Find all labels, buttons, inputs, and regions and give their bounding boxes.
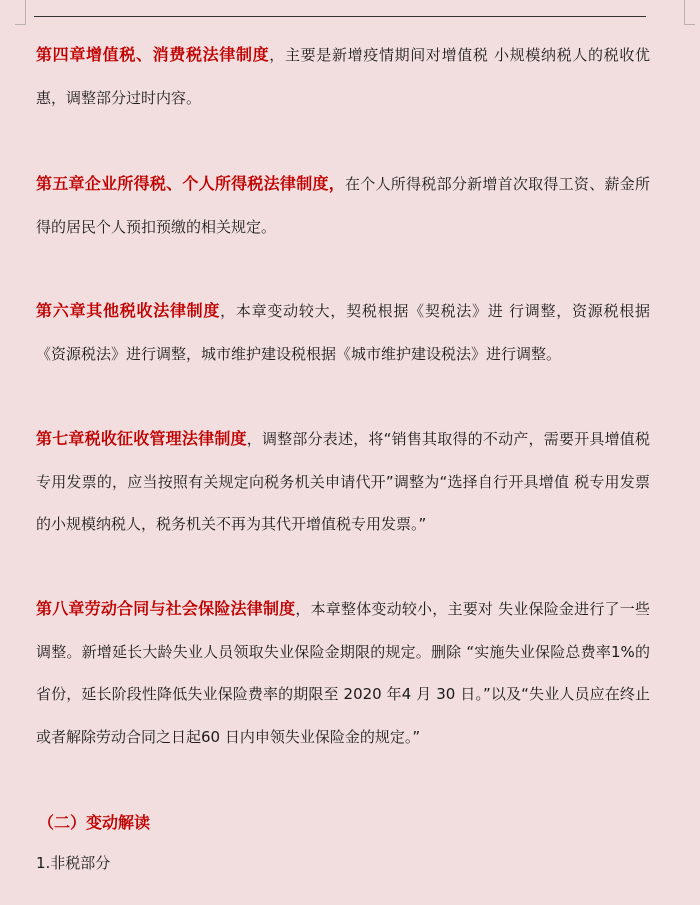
paragraph-text: ，本章变动较大，契税根据《契税法》进 行调整，资源税根据《资源税法》进行调整，城市维护建设税根据《城市维护建设税法》进行调整。 <box>36 302 650 363</box>
paragraph-chapter-5 <box>36 163 650 248</box>
paragraph-chapter-7 <box>36 418 650 546</box>
page-corner-mark-left <box>15 0 26 25</box>
paragraph-text: ，本章整体变动较小，主要对 失业保险金进行了一些调整。新增延长大龄失业人员领取失业保险金期限的规定。删除 “实施失业保险总费率1%的省份，延长阶段性降低失业保险费率的期限至 2020 年4 月 30 日。”以及“失业人员应在终止或者解除劳动合同之日起60 日内申领失业保险金的规定。” <box>36 600 650 746</box>
paragraph-text: ，主要是新增疫情期间对增值税 小规模纳税人的税收优惠，调整部分过时内容。 <box>36 46 650 107</box>
paragraph-text: 在个人所得税部分新增首次取得工资、薪金所得的居民个人预扣预缴的相关规定。 <box>36 175 650 236</box>
chapter-heading: 第四章增值税、消费税法律制度 <box>36 45 270 64</box>
list-item-label: 1.非税部分 <box>36 854 111 872</box>
paragraph-chapter-4 <box>36 34 650 119</box>
chapter-heading: 第七章税收征收管理法律制度 <box>36 429 247 448</box>
chapter-heading: 第六章其他税收法律制度 <box>36 301 221 320</box>
paragraph-chapter-6 <box>36 290 650 375</box>
section-title: （二）变动解读 <box>38 813 151 832</box>
paragraph-chapter-8 <box>36 588 650 758</box>
chapter-heading: 第五章企业所得税、个人所得税法律制度， <box>36 174 345 193</box>
chapter-heading: 第八章劳动合同与社会保险法律制度 <box>36 599 296 618</box>
page-corner-mark-right <box>684 0 695 25</box>
paragraph-text: ，调整部分表述，将“销售其取得的不动产，需要开具增值税专用发票的，应当按照有关规定向税务机关申请代开”调整为“选择自行开具增值 税专用发票的小规模纳税人，税务机关不再为其代开增值税专用发票。” <box>36 430 650 533</box>
header-rule <box>34 16 646 17</box>
